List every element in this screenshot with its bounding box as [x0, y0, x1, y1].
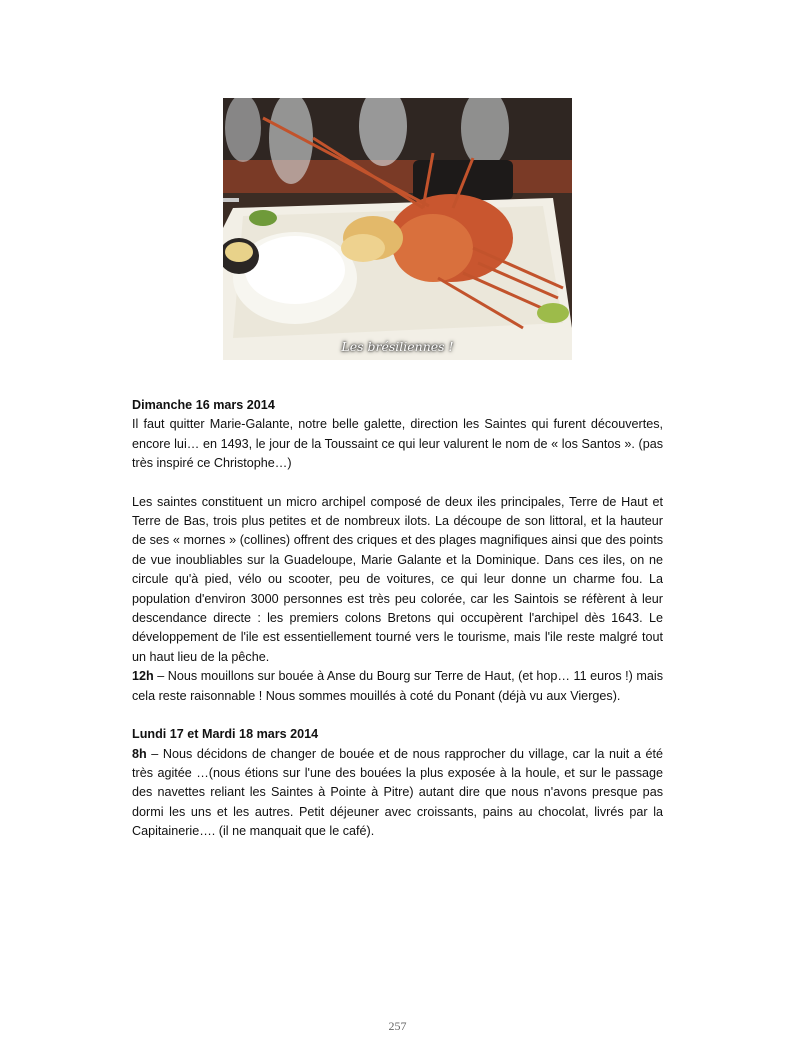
photo-caption: Les brésiliennes !: [341, 339, 454, 354]
page-content: [132, 396, 663, 842]
paragraph-saintes-description: Les saintes constituent un micro archipel composé de deux iles principales, Terre de Haut et Terre de Bas, trois plus petites et de nombreux ilots. La découpe de son littoral, et la hauteur de ses « mornes » (collines) offrent des criques et des plages magnifiques ainsi que des points de vue inoubliables sur la Guadeloupe, Marie Galante et la Dominique. Dans ces iles, on ne circule qu'à pied, vélo ou scooter, peu de voitures, ce qui leur donne un charme fou. La population d'environ 3000 personnes est très peu colorée, car les Saintois se réfèrent à leur descendance directe : les premiers colons Bretons qui occupèrent l'archipel dès 1643. Le développement de l'ile est essentiellement tourné vers le tourisme, mais l'ile reste malgré tout un haut lieu de la pêche.: [132, 494, 663, 664]
time-label-12h: 12h: [132, 669, 154, 684]
mooring-text: – Nous mouillons sur bouée à Anse du Bourg sur Terre de Haut, (et hop… 11 euros !) mais cela reste raisonnable ! Nous sommes mouillés à coté du Ponant (déjà vu aux Vierges).: [132, 669, 663, 703]
paragraph-mooring: [132, 667, 663, 706]
section-heading-sunday: Dimanche 16 mars 2014: [132, 398, 275, 412]
lobster-plate-illustration: [223, 98, 572, 360]
paragraph-gap: [132, 706, 663, 725]
paragraph-departure: Il faut quitter Marie-Galante, notre belle galette, direction les Saintes qui furent découvertes, encore lui… en 1493, le jour de la Toussaint ce qui leur valurent le nom de « los Santos ». (pas très inspiré ce Christophe…): [132, 417, 663, 471]
page-number: 257: [388, 1019, 407, 1033]
lobster-photo: [223, 98, 572, 360]
buoy-change-text: – Nous décidons de changer de bouée et de nous rapprocher du village, car la nuit a été très agitée …(nous étions sur l'une des bouées la plus exposée à la houle, et sur le passage des navettes reliant les Saintes à Pointe à Pitre) autant dire que nous n'avons presque pas dormi les uns et les autres. Petit déjeuner avec croissants, pains au chocolat, livrés par la Capitainerie…. (il ne manquait que le café).: [132, 746, 663, 839]
paragraph-buoy-change: [132, 745, 663, 842]
paragraph-gap: [132, 474, 663, 493]
section-heading-monday: Lundi 17 et Mardi 18 mars 2014: [132, 727, 319, 742]
time-label-8h: 8h: [132, 746, 147, 761]
